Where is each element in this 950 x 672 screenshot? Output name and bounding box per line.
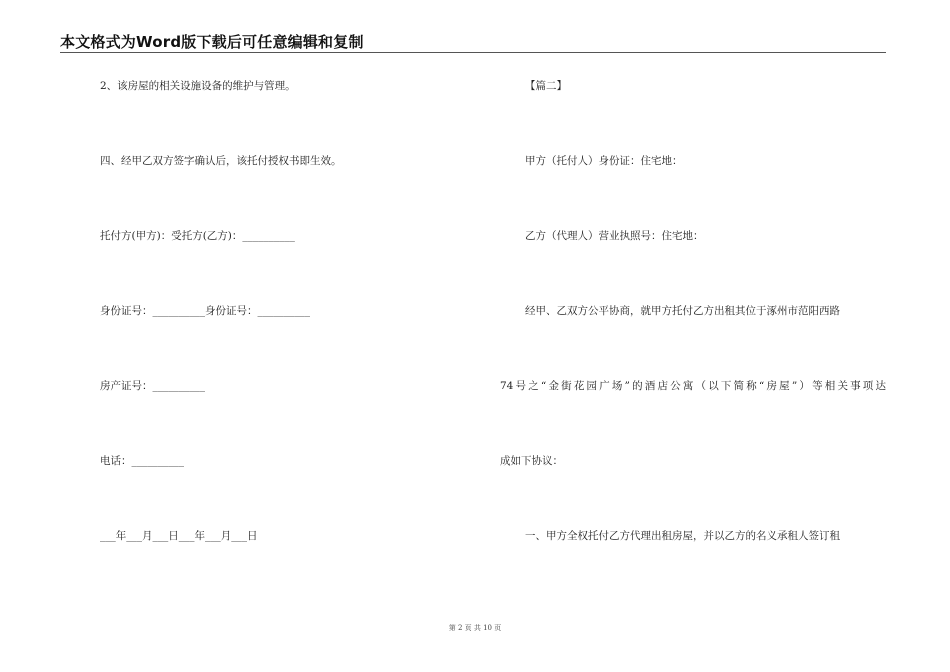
section-title: 【篇二】 bbox=[525, 80, 567, 92]
party-a-line: 甲方（托付人）身份证：住宅地： bbox=[525, 155, 683, 167]
agreement-paragraph-line-1: 经甲、乙双方公平协商，就甲方托付乙方出租其位于涿州市范阳西路 bbox=[525, 305, 840, 317]
page-number-footer: 第 2 页 共 10 页 bbox=[448, 624, 502, 632]
parties-signature-line: 托付方(甲方)：受托方(乙方)：__________ bbox=[100, 230, 295, 242]
agreement-paragraph-line-2: 74号之“金街花园广场”的酒店公寓（以下简称“房屋”）等相关事项达 bbox=[500, 380, 886, 392]
clause-2-text: 2、该房屋的相关设施设备的维护与管理。 bbox=[100, 80, 296, 92]
party-b-line: 乙方（代理人）营业执照号：住宅地： bbox=[525, 230, 704, 242]
id-number-line: 身份证号：__________身份证号：__________ bbox=[100, 305, 310, 317]
clause-1-text: 一、甲方全权托付乙方代理出租房屋，并以乙方的名义承租人签订租 bbox=[525, 530, 840, 542]
agreement-paragraph-line-3: 成如下协议： bbox=[500, 455, 563, 467]
date-line: ___年___月___日___年___月___日 bbox=[100, 530, 258, 542]
header-divider bbox=[60, 52, 886, 53]
phone-line: 电话：__________ bbox=[100, 455, 184, 467]
property-certificate-line: 房产证号：__________ bbox=[100, 380, 205, 392]
clause-4-text: 四、经甲乙双方签字确认后，该托付授权书即生效。 bbox=[100, 155, 342, 167]
document-header-title: 本文格式为Word版下载后可任意编辑和复制 bbox=[60, 33, 364, 51]
